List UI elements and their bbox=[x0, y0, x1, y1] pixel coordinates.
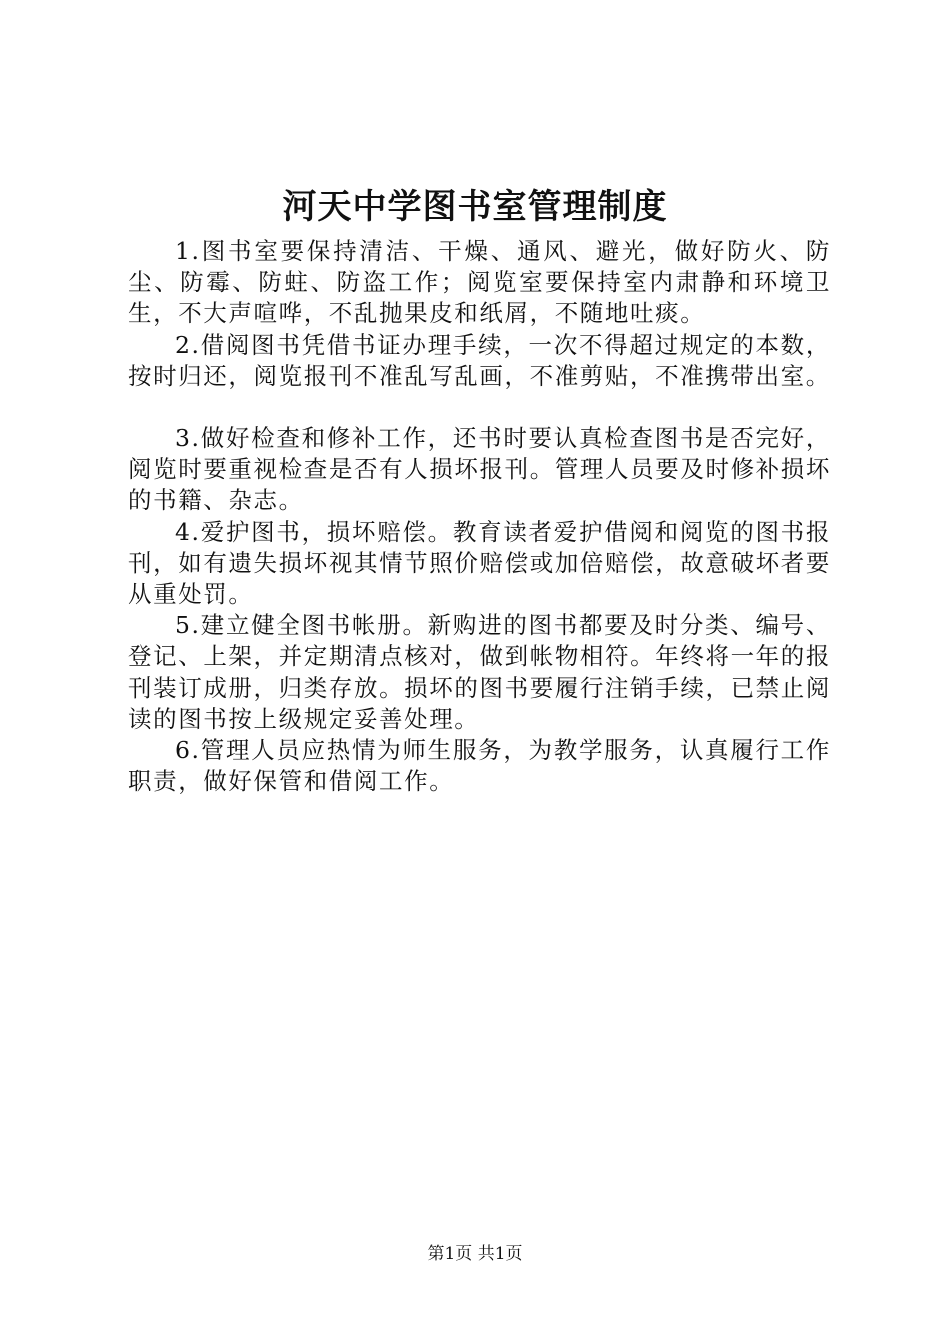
paragraph-6: 6.管理人员应热情为师生服务，为教学服务，认真履行工作职责，做好保管和借阅工作。 bbox=[128, 736, 831, 796]
document-title: 河天中学图书室管理制度 bbox=[282, 187, 668, 227]
document-body bbox=[128, 236, 831, 797]
paragraph-1: 1.图书室要保持清洁、干燥、通风、避光，做好防火、防尘、防霉、防蛀、防盗工作；阅览室要保持室内肃静和环境卫生，不大声喧哗，不乱抛果皮和纸屑，不随地吐痰。 bbox=[128, 237, 831, 328]
paragraph-5: 5.建立健全图书帐册。新购进的图书都要及时分类、编号、登记、上架，并定期清点核对，做到帐物相符。年终将一年的报刊装订成册，归类存放。损坏的图书要履行注销手续，已禁止阅读的图书按上级规定妥善处理。 bbox=[128, 611, 831, 733]
paragraph-3: 3.做好检查和修补工作，还书时要认真检查图书是否完好，阅览时要重视检查是否有人损坏报刊。管理人员要及时修补损坏的书籍、杂志。 bbox=[128, 424, 831, 515]
paragraph-2: 2.借阅图书凭借书证办理手续，一次不得超过规定的本数，按时归还，阅览报刊不准乱写乱画，不准剪贴，不准携带出室。 bbox=[128, 330, 831, 390]
paragraph-4: 4.爱护图书，损坏赔偿。教育读者爱护借阅和阅览的图书报刊，如有遗失损坏视其情节照价赔偿或加倍赔偿，故意破坏者要从重处罚。 bbox=[128, 517, 831, 609]
page-footer: 第1页 共1页 bbox=[427, 1244, 523, 1264]
